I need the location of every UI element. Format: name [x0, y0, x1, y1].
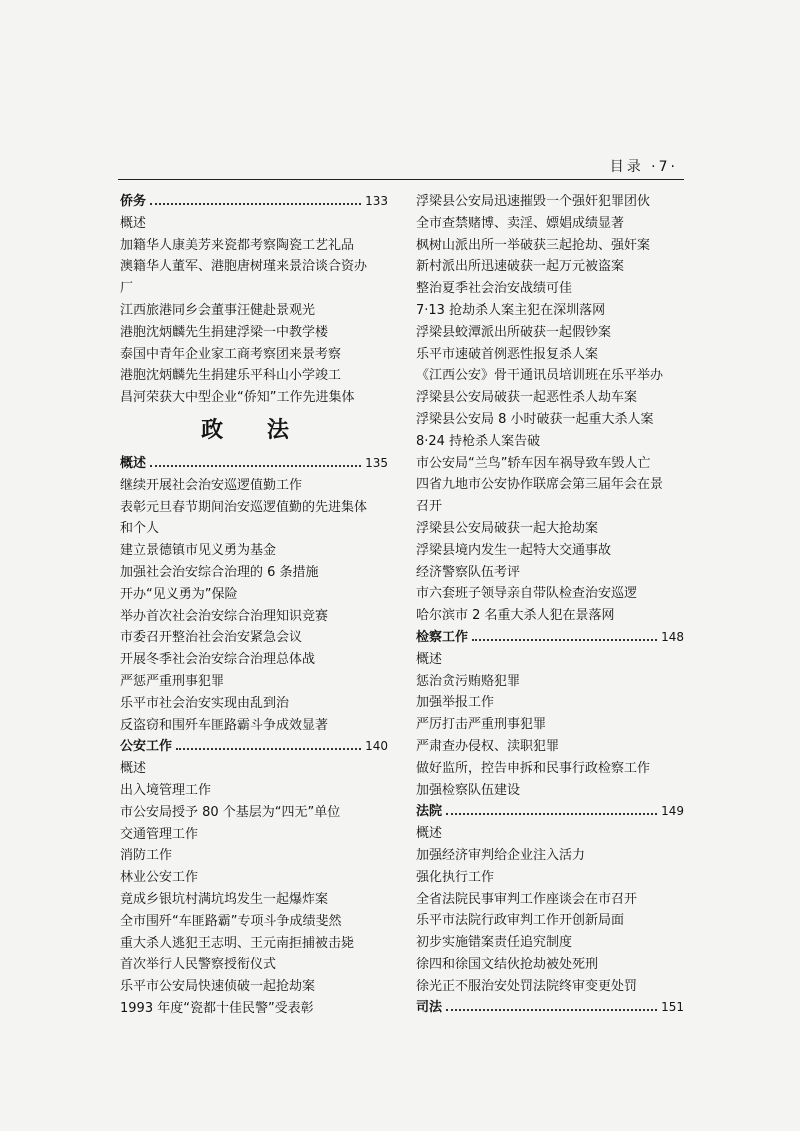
toc-entry: 港胞沈炳麟先生捐建乐平科山小学竣工 — [120, 368, 342, 384]
toc-entry: 厂 — [120, 281, 134, 297]
toc-entry: 泰国中青年企业家工商考察团来景考察 — [120, 346, 342, 362]
toc-entry: 枫树山派出所一举破获三起抢劫、强奸案 — [416, 237, 651, 253]
dot-leader — [446, 1001, 657, 1011]
toc-entry: 做好监所，控告申拆和民事行政检察工作 — [416, 760, 651, 776]
toc-entry: 概述 — [416, 826, 443, 842]
toc-entry: 浮梁县公安局迅速摧毁一个强奸犯罪团伙 — [416, 194, 651, 209]
page-number: 133 — [365, 194, 388, 208]
toc-entry: 重大杀人逃犯王志明、王元南拒捕被击毙 — [120, 935, 355, 951]
toc-entry: 江西旅港同乡会董事汪健赴景观光 — [120, 302, 316, 318]
toc-entry: 整治夏季社会治安战绩可佳 — [416, 281, 573, 297]
toc-entry: 7·13 抢劫杀人案主犯在深圳落网 — [416, 302, 606, 318]
toc-entry: 乐平市公安局快速侦破一起抢劫案 — [120, 979, 316, 995]
page-number: 135 — [365, 455, 388, 470]
toc-entry: 严肃查办侵权、渎职犯罪 — [416, 738, 560, 754]
toc-entry: 全市围歼“车匪路霸”专项斗争成绩斐然 — [120, 913, 342, 929]
header-text: 目录 ·7· — [609, 159, 678, 175]
toc-entry: 严惩严重刑事犯罪 — [120, 673, 225, 689]
toc-entry: 加强举报工作 — [416, 695, 495, 711]
toc-section-heading — [120, 191, 388, 213]
toc-entry: 新村派出所迅速破获一起万元被盗案 — [416, 259, 625, 275]
toc-entry: 和个人 — [120, 521, 160, 537]
page-number: 148 — [661, 629, 684, 644]
section-title: 司法 — [416, 1000, 443, 1016]
toc-entry: 加强检察队伍建设 — [416, 782, 521, 798]
toc-entry: 经济警察队伍考评 — [416, 564, 521, 580]
toc-section-heading — [416, 627, 684, 649]
toc-entry: 浮梁县蛟潭派出所破获一起假钞案 — [416, 324, 612, 340]
toc-entry: 《江西公安》骨干通讯员培训班在乐平举办 — [416, 368, 664, 384]
dot-leader — [150, 457, 361, 467]
toc-section-heading — [416, 997, 684, 1019]
toc-entry: 哈尔滨市 2 名重大杀人犯在景落网 — [416, 608, 615, 624]
toc-entry: 交通管理工作 — [120, 826, 199, 842]
toc-entry: 首次举行人民警察授衔仪式 — [120, 957, 277, 973]
toc-entry: 浮梁县公安局破获一起恶性杀人劫车案 — [416, 390, 638, 406]
dot-leader — [150, 195, 361, 205]
header-rule — [118, 179, 684, 180]
toc-entry: 严厉打击严重刑事犯罪 — [416, 717, 547, 733]
part-heading: 政 法 — [201, 417, 307, 443]
toc-entry: 澳籍华人董军、港胞唐树瑾来景洽谈合资办 — [120, 259, 368, 275]
toc-section-heading — [120, 736, 388, 758]
toc-entry: 昌河荣获大中型企业“侨知”工作先进集体 — [120, 390, 355, 406]
page-number: 149 — [661, 804, 684, 819]
toc-entry: 1993 年度“瓷都十佳民警”受表彰 — [120, 1000, 314, 1016]
toc-entry: 浮梁县公安局 8 小时破获一起重大杀人案 — [416, 411, 654, 427]
section-title: 法院 — [416, 804, 443, 820]
section-title: 侨务 — [120, 194, 147, 209]
toc-entry: 林业公安工作 — [120, 870, 199, 886]
toc-entry: 惩治贪污贿赂犯罪 — [416, 673, 521, 689]
toc-entry: 召开 — [416, 499, 443, 515]
toc-entry: 加强社会治安综合治理的 6 条措施 — [120, 564, 319, 580]
toc-section-heading — [416, 801, 684, 823]
toc-entry: 四省九地市公安协作联席会第三届年会在景 — [416, 477, 664, 493]
page-header — [118, 152, 684, 180]
toc-entry: 乐平市社会治安实现由乱到治 — [120, 695, 290, 711]
toc-entry: 浮梁县公安局破获一起大抢劫案 — [416, 520, 599, 536]
toc-entry: 全省法院民事审判工作座谈会在市召开 — [416, 891, 638, 907]
toc-entry: 建立景德镇市见义勇为基金 — [120, 543, 277, 559]
toc-entry: 市公安局“兰鸟”轿车因车祸导致车毁人亡 — [416, 455, 651, 471]
dot-leader — [176, 740, 361, 750]
toc-entry: 全市查禁赌博、卖淫、嫖娼成绩显著 — [416, 215, 625, 231]
toc-entry: 竟成乡银坑村满坑坞发生一起爆炸案 — [120, 891, 329, 907]
toc-entry: 8·24 持枪杀人案告破 — [416, 433, 541, 449]
toc-section-heading — [120, 453, 388, 475]
toc-entry: 出入境管理工作 — [120, 782, 212, 798]
toc-entry: 市公安局授予 80 个基层为“四无”单位 — [120, 804, 341, 820]
toc-entry: 乐平市法院行政审判工作开创新局面 — [416, 913, 625, 929]
toc-entry: 加籍华人康美芳来瓷都考察陶瓷工艺礼品 — [120, 237, 355, 253]
section-title: 公安工作 — [120, 739, 173, 755]
toc-entry: 乐平市速破首例恶性报复杀人案 — [416, 346, 599, 362]
toc-entry: 强化执行工作 — [416, 869, 495, 885]
toc-entry: 徐四和徐国文结伙抢劫被处死刑 — [416, 956, 599, 972]
toc-entry: 概述 — [120, 761, 147, 777]
page-number: 140 — [365, 739, 388, 754]
left-column — [120, 191, 388, 1020]
page-number: 151 — [661, 1000, 684, 1015]
toc-entry: 概述 — [416, 651, 443, 667]
right-column — [416, 191, 684, 1019]
dot-leader — [446, 805, 657, 815]
toc-entry: 加强经济审判给企业注入活力 — [416, 847, 586, 863]
toc-entry: 初步实施错案责任追究制度 — [416, 935, 573, 951]
toc-entry: 开展冬季社会治安综合治理总体战 — [120, 652, 316, 668]
toc-entry: 浮梁县境内发生一起特大交通事故 — [416, 542, 612, 558]
toc-entry: 市六套班子领导亲自带队检查治安巡逻 — [416, 586, 638, 602]
dot-leader — [472, 631, 657, 641]
toc-entry: 反盗窃和围歼车匪路霸斗争成效显著 — [120, 717, 329, 733]
toc-entry: 徐光正不服治安处罚法院终审变更处罚 — [416, 978, 638, 994]
section-title: 概述 — [120, 455, 147, 471]
toc-entry: 概述 — [120, 215, 147, 231]
toc-entry: 继续开展社会治安巡逻值勤工作 — [120, 477, 303, 493]
section-title: 检察工作 — [416, 629, 469, 645]
toc-entry: 开办“见义勇为”保险 — [120, 586, 238, 602]
toc-entry: 市委召开整治社会治安紧急会议 — [120, 630, 303, 646]
toc-entry: 港胞沈炳麟先生捐建浮梁一中教学楼 — [120, 324, 329, 340]
toc-entry: 表彰元旦春节期间治安巡逻值勤的先进集体 — [120, 499, 368, 515]
toc-entry: 举办首次社会治安综合治理知识竞赛 — [120, 608, 329, 624]
toc-entry: 消防工作 — [120, 848, 173, 864]
